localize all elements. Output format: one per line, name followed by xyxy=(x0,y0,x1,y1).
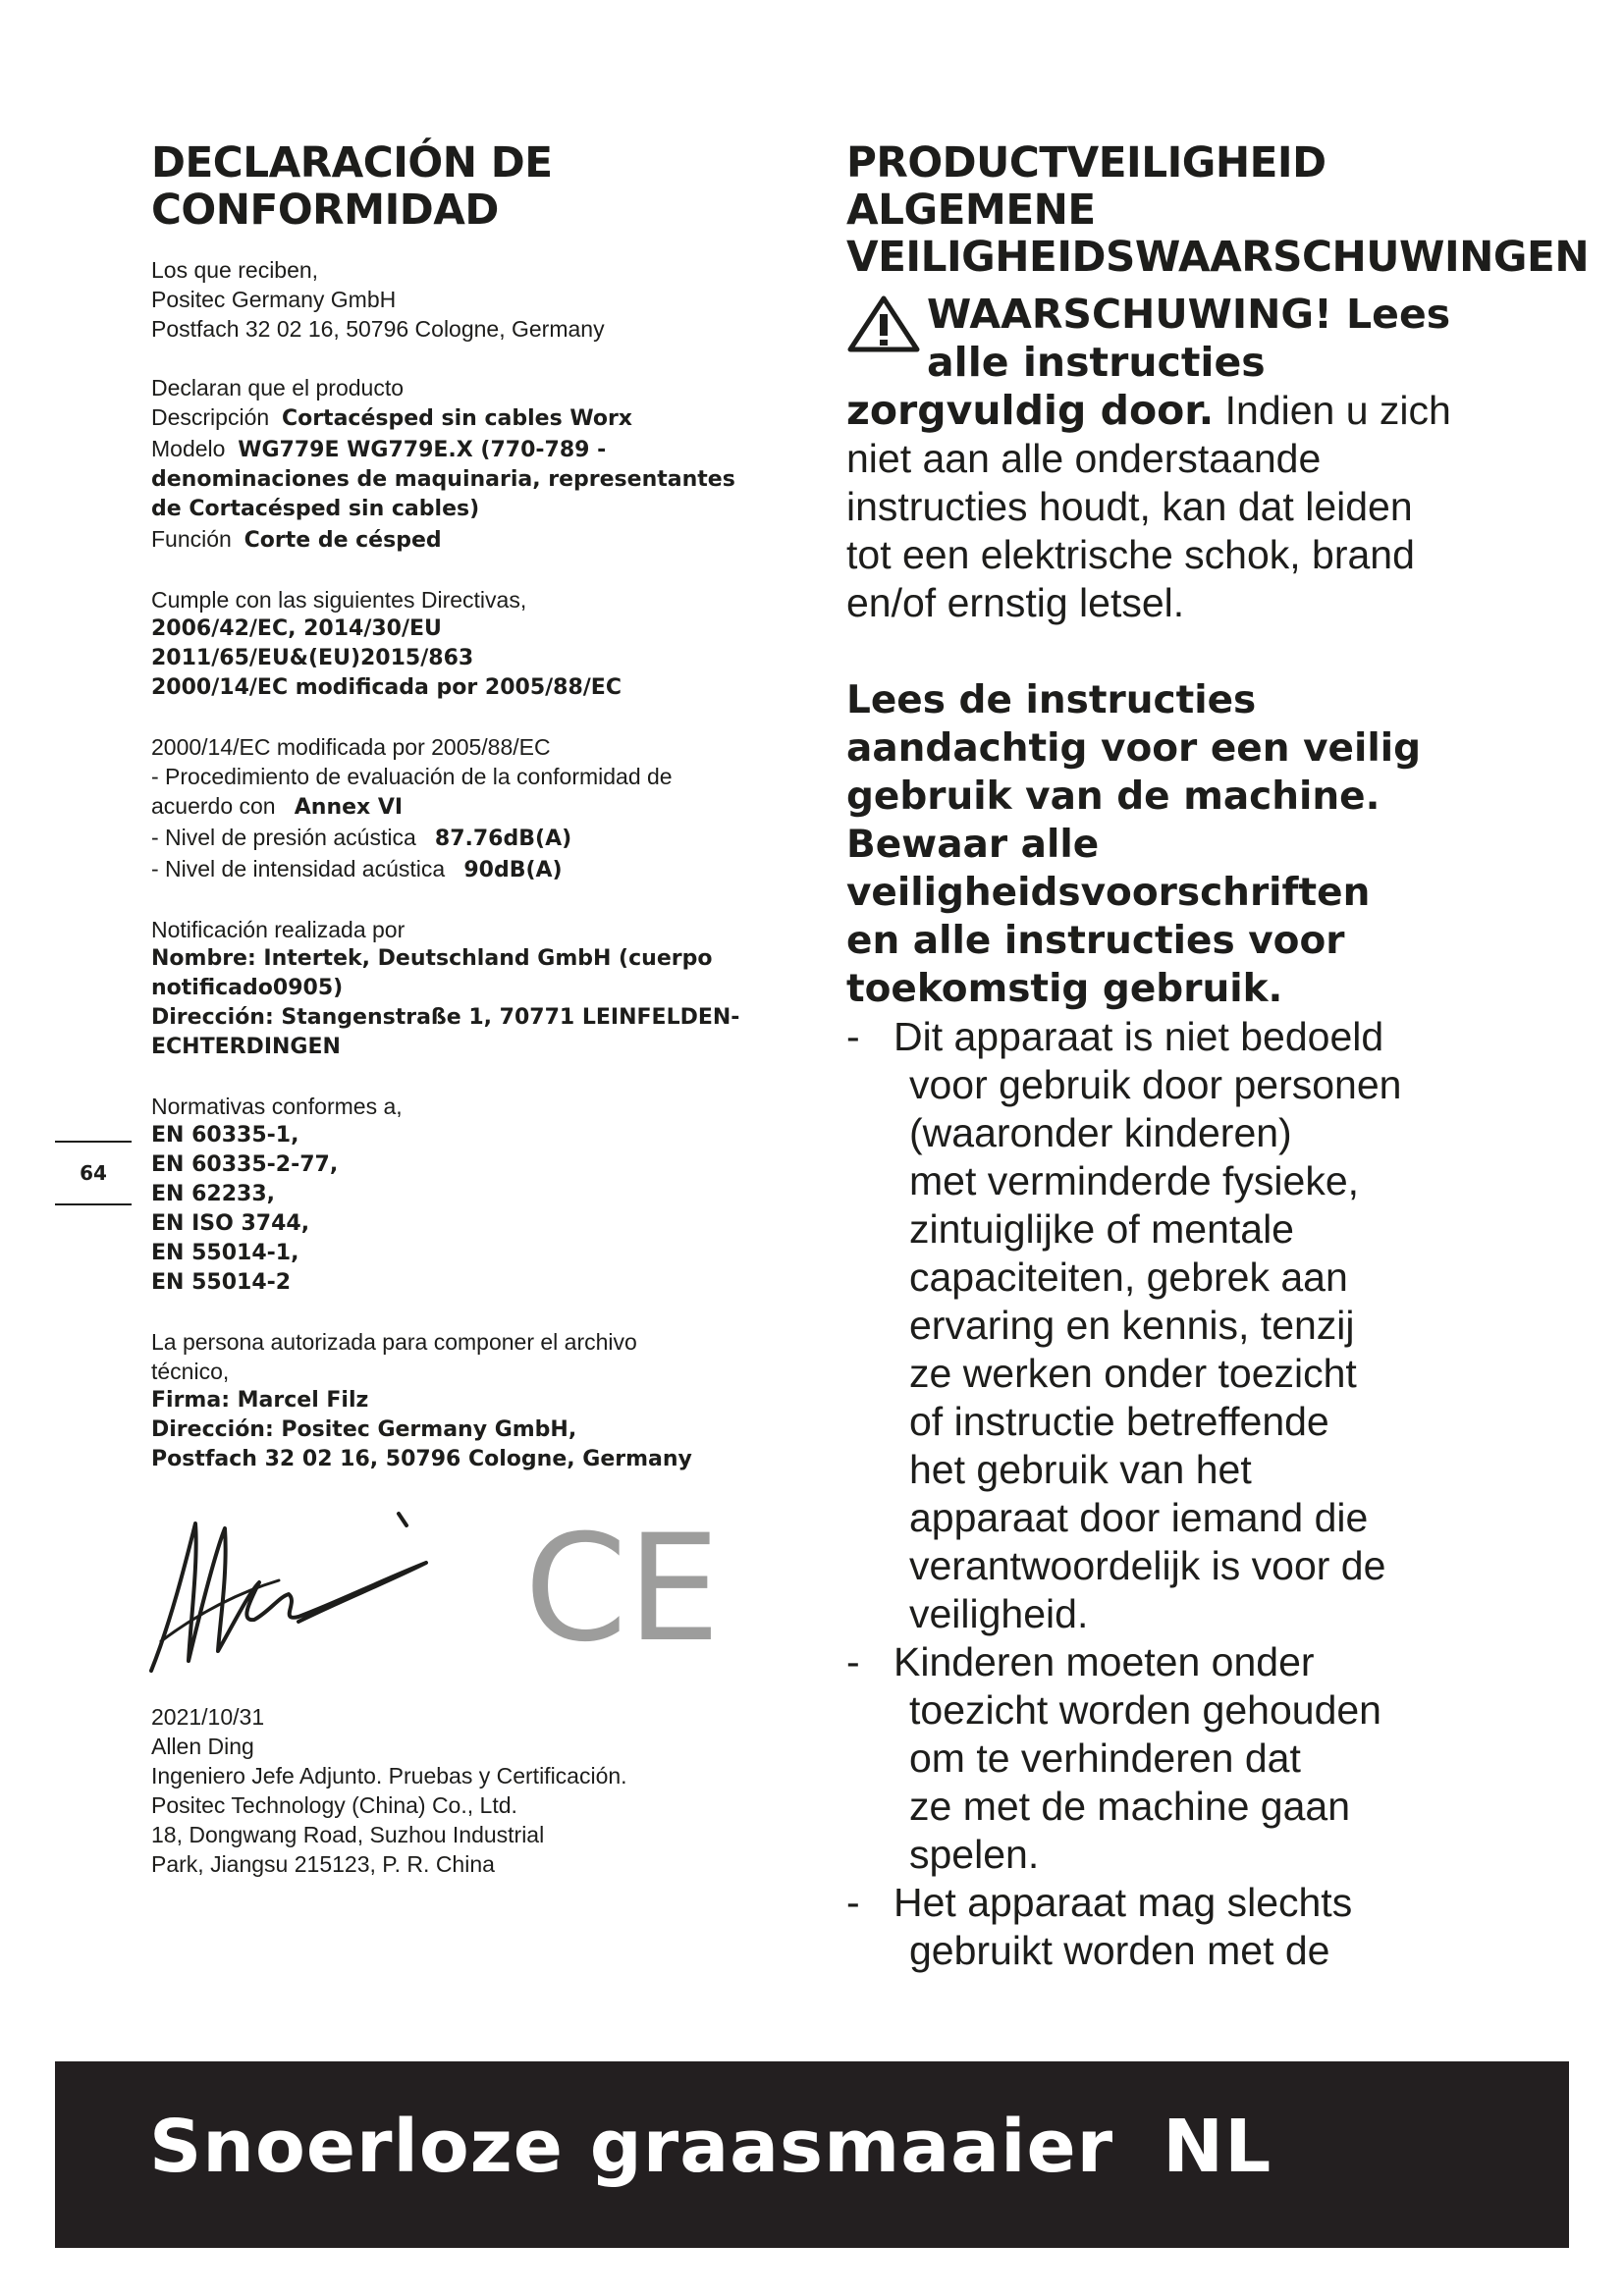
safety-column xyxy=(846,138,1590,1975)
footer-bar xyxy=(55,2061,1569,2248)
signature-image xyxy=(141,1504,475,1681)
declaration-column xyxy=(151,139,799,1879)
standards-block: Normativas conformes a, EN 60335-1, EN 60335-2-77, EN 62233, EN ISO 3744, EN 55014-1, EN 55014-2 xyxy=(151,1094,403,1295)
svg-text:CE: CE xyxy=(524,1523,721,1651)
recipient-block: Los que reciben, Positec Germany GmbH Postfach 32 02 16, 50796 Cologne, Germany xyxy=(151,257,605,342)
signer-block: 2021/10/31 Allen Ding Ingeniero Jefe Adjunto. Pruebas y Certificación. Positec Technology (China) Co., Ltd. 18, Dongwang Road, Suzhou Industrial Park, Jiangsu 215123, P. R. China xyxy=(151,1704,627,1877)
noise-block: 2000/14/EC modificada por 2005/88/EC - Procedimiento de evaluación de la conformidad de acuerdo con Annex VI - Nivel de presión acústica 87.76dB(A) - Nivel de intensidad acústica 90dB(A) xyxy=(151,734,673,882)
directives-block: Cumple con las siguientes Directivas, 2006/42/EC, 2014/30/EU 2011/65/EU&(EU)2015/863 2000/14/EC modificada por 2005/88/EC xyxy=(151,587,622,700)
declaration-heading: DECLARACIÓN DE CONFORMIDAD xyxy=(151,138,553,235)
page-number: 64 xyxy=(55,1141,132,1205)
list-item: - Dit apparaat is niet bedoeld voor gebruik door personen (waaronder kinderen) met verminderde fysieke, zintuiglijke of mentale capaciteiten, gebrek aan ervaring en kennis, tenzij ze werken onder toezicht of instructie betreffende het gebruik van het apparaat door iemand die verantwoordelijk is voor de veiligheid. xyxy=(846,1014,1402,1636)
list-item: - Het apparaat mag slechts gebruikt worden met de xyxy=(846,1880,1353,1973)
notification-block: Notificación realizada por Nombre: Intertek, Deutschland GmbH (cuerpo notificado0905) Dirección: Stangenstraße 1, 70771 LEINFELDEN- ECHTERDINGEN xyxy=(151,917,740,1059)
list-item: - Kinderen moeten onder toezicht worden gehouden om te verhinderen dat ze met de machine gaan spelen. xyxy=(846,1639,1381,1877)
safety-heading: PRODUCTVEILIGHEID ALGEMENE VEILIGHEIDSWAARSCHUWINGEN xyxy=(846,138,1590,282)
language-code: NL xyxy=(1163,2105,1272,2189)
product-block: Declaran que el producto Descripción Cortacésped sin cables Worx Modelo WG779E WG779E.X (770-789 - denominaciones de maquinaria, representantes de Cortacésped sin cables) Función Corte de césped xyxy=(151,375,735,553)
warning-triangle-icon xyxy=(846,294,921,353)
authorized-person-block: La persona autorizada para componer el archivo técnico, Firma: Marcel Filz Dirección: Positec Germany GmbH, Postfach 32 02 16, 50796 Cologne, Germany xyxy=(151,1329,692,1471)
read-instructions-paragraph: Lees de instructies aandachtig voor een veilig gebruik van de machine. Bewaar alle veiligheidsvoorschriften en alle instructies voor toekomstig gebruik. xyxy=(846,678,1421,1011)
ce-mark-icon xyxy=(524,1523,721,1651)
warning-paragraph: WAARSCHUWING! Lees alle instructies zorgvuldig door. Indien u zich niet aan alle onderstaande instructies houdt, kan dat leiden tot een elektrische schok, brand en/of ernstig letsel. xyxy=(846,291,1451,625)
signature-area xyxy=(151,1504,799,1681)
footer-title: Snoerloze graasmaaier NL xyxy=(149,2105,1272,2189)
